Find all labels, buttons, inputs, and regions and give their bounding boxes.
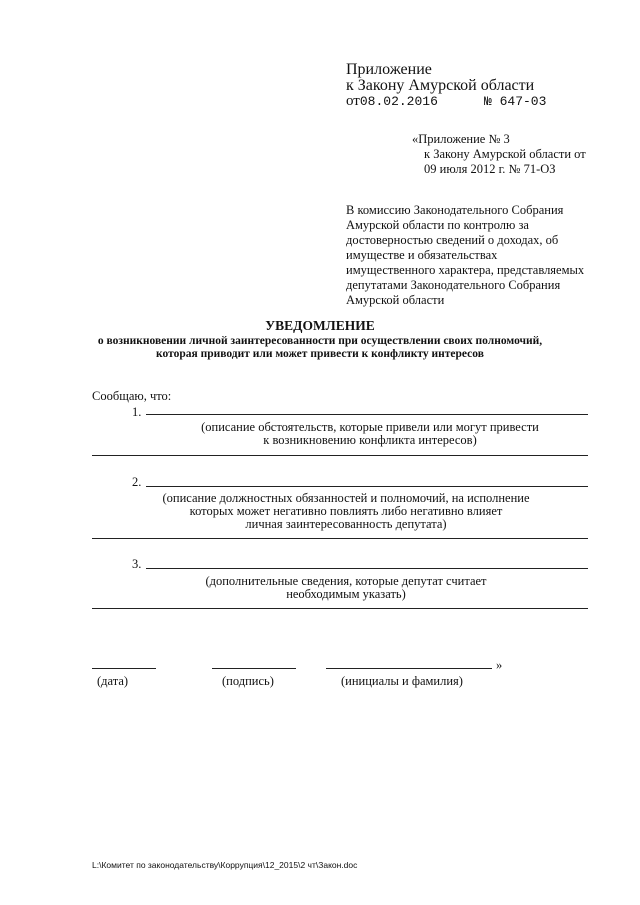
item-1-number: 1. [132,405,142,419]
addressee-line: имуществе и обязательствах [346,248,498,262]
date-line [92,668,156,669]
appendix-line-3: 09 июля 2012 г. № 71-ОЗ [424,162,556,176]
name-label: (инициалы и фамилия) [341,674,463,688]
item-2-number: 2. [132,475,142,489]
addressee-line: имущественного характера, представляемых [346,263,585,277]
closing-quote: » [496,658,503,672]
document-subtitle-1: о возникновении личной заинтересованности при осуществлении своих полномочий, [97,335,543,347]
name-line [326,668,492,669]
item-3-continuation-line [92,608,588,609]
item-1-hint: к возникновению конфликта интересов) [263,433,477,447]
date-label: (дата) [97,674,129,688]
document-subtitle-2: которая приводит или может привести к конфликту интересов [156,348,484,360]
item-1-hint: (описание обстоятельств, которые привели или могут привести [201,420,539,434]
appendix-line-2: к Закону Амурской области от [424,147,586,161]
addressee-line: достоверностью сведений о доходах, об [346,233,559,247]
stamp-title: Приложение [346,61,432,78]
appendix-line-1: «Приложение № 3 [412,132,510,146]
item-3-number: 3. [132,557,142,571]
addressee-line: Амурской области по контролю за [346,218,529,232]
addressee-line: Амурской области [346,293,445,307]
stamp-date-prefix: от [346,93,360,109]
item-2-line [146,486,588,487]
stamp-number: № 647-03 [484,94,547,109]
item-3-hint: необходимым указать) [286,587,406,601]
stamp-date: 08.02.2016 [359,94,438,109]
addressee-line: В комиссию Законодательного Собрания [346,203,564,217]
addressee-line: депутатами Законодательного Собрания [346,278,561,292]
item-1-continuation-line [92,455,588,456]
document-title: УВЕДОМЛЕНИЕ [265,318,375,333]
item-2-hint: которых может негативно повлиять либо негативно влияет [189,504,503,518]
signature-line [212,668,296,669]
file-path-footer: L:\Комитет по законодательству\Коррупция\12_2015\2 чт\Закон.doc [92,860,358,870]
item-2-hint: личная заинтересованность депутата) [245,517,447,531]
intro-text: Сообщаю, что: [92,389,172,403]
signature-label: (подпись) [222,674,274,688]
item-2-continuation-line [92,538,588,539]
item-2-hint: (описание должностных обязанностей и полномочий, на исполнение [162,491,530,505]
item-3-hint: (дополнительные сведения, которые депутат считает [205,574,487,588]
stamp-date-row [346,93,438,110]
stamp-law: к Закону Амурской области [346,77,535,94]
item-3-line [146,568,588,569]
item-1-line [146,414,588,415]
